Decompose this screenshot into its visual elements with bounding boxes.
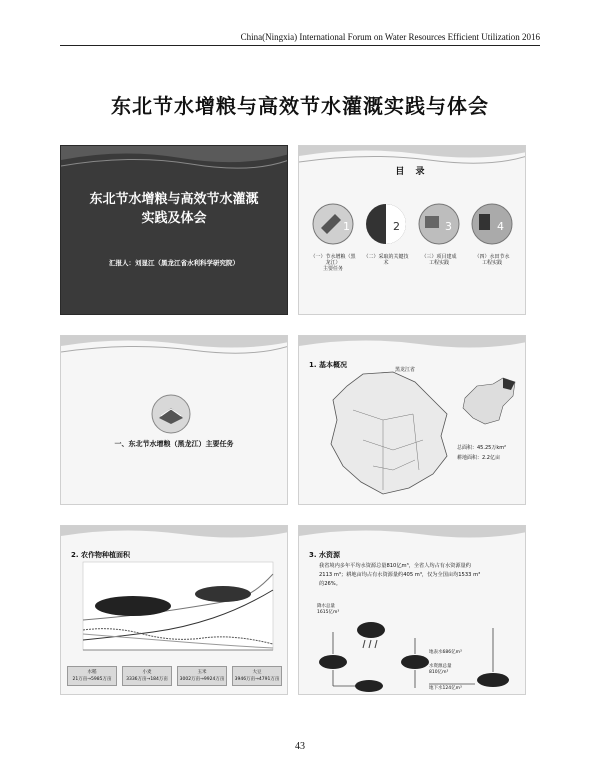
rain-label: 降水总量 (317, 604, 335, 609)
cloud-icon (357, 622, 385, 638)
page-number: 43 (295, 741, 305, 752)
contents-num-4: 4 (497, 220, 504, 233)
slide-section-one (60, 335, 288, 505)
overview-heading: 1. 基本概况 (309, 361, 347, 369)
contents-circles (311, 202, 515, 246)
wave-decoration (61, 526, 288, 552)
contents-item-2 (363, 254, 409, 266)
wave-decoration (61, 336, 288, 362)
water-total (429, 664, 452, 676)
crop-soybean-name: 大豆 (252, 670, 262, 675)
wave-decoration (299, 526, 526, 552)
slide-overview (298, 335, 526, 505)
slide-title-text (69, 190, 279, 228)
water-total-value: 810亿m³ (429, 670, 449, 675)
water-total-label: 水资源总量 (429, 664, 452, 669)
crop-rice-name: 水稻 (87, 670, 97, 675)
water-heading: 3. 水资源 (309, 551, 340, 559)
soil-icon (355, 680, 383, 692)
crop-wheat-text: 3336万亩→184万亩 (126, 677, 168, 682)
contents-item-4 (469, 254, 515, 266)
contents-item-1 (310, 254, 356, 272)
farmland-area: 耕地面积：2.2亿亩 (457, 455, 500, 461)
wave-decoration (61, 146, 288, 172)
slide-title-line1: 东北节水增粮与高效节水灌溉 (89, 192, 259, 207)
crop-corn-name: 玉米 (197, 670, 207, 675)
crop-box-wheat (122, 666, 172, 686)
crop-wheat-name: 小麦 (142, 670, 152, 675)
water-text-line2: 2113 m³；耕地亩均占有水资源量约405 m³，仅为全国亩均1533 m³ (319, 572, 481, 578)
book-icon (151, 394, 191, 434)
groundwater-text: 地下水124亿m³ (429, 686, 462, 691)
contents-num-3: 3 (445, 220, 452, 233)
contents-item-3-line2: 工程实践 (428, 260, 449, 266)
running-header: China(Ningxia) International Forum on Water Resources Efficient Utilization 2016 (240, 32, 540, 42)
contents-item-3-line1: （三）项目建成 (421, 254, 457, 260)
slide-contents (298, 145, 526, 315)
land-icon (319, 655, 347, 669)
slide-crop-area (60, 525, 288, 695)
slide-title (60, 145, 288, 315)
crop-area-heading: 2. 农作物种植面积 (71, 551, 130, 559)
crop-rice-text: 21万亩→5985万亩 (72, 677, 112, 682)
map-caption: 黑龙江省 (395, 367, 416, 373)
contents-heading: 目 录 (395, 167, 429, 177)
crop-box-corn (177, 666, 227, 686)
section-one-label: 一、东北节水增粮（黑龙江）主要任务 (114, 440, 234, 448)
water-text-line3: 的26%。 (319, 581, 341, 587)
crop-area-chart (73, 560, 277, 662)
water-text-line1: 我省境内多年平均水资源总量810亿m³，全省人均占有水资源量约 (319, 563, 471, 569)
total-area: 总面积：45.25万km² (457, 445, 507, 451)
rain-value: 1615亿m³ (317, 610, 340, 615)
crop-box-rice (67, 666, 117, 686)
heilongjiang-map (323, 370, 453, 500)
slide-water-resources (298, 525, 526, 695)
surface-water-icon (401, 655, 429, 669)
contents-circle-1 (313, 204, 353, 244)
contents-num-2: 2 (393, 220, 400, 233)
crop-box-soybean (232, 666, 282, 686)
contents-item-1-line1: （一）节水增粮（黑龙江） (310, 254, 356, 266)
contents-item-1-line2: 主要任务 (322, 266, 343, 272)
contents-circle-2 (366, 204, 406, 244)
contents-item-4-line1: （四）水田节水 (474, 254, 510, 260)
contents-num-1: 1 (343, 220, 350, 233)
surface-water-text: 地表水686亿m³ (429, 650, 462, 655)
wave-decoration (299, 336, 526, 362)
article-title: 东北节水增粮与高效节水灌溉实践与体会 (111, 94, 489, 118)
contents-item-2-line1: （二）采取的关键技术 (363, 254, 409, 266)
crop-corn-text: 3002万亩→9924万亩 (179, 677, 225, 682)
water-paragraph (319, 562, 519, 589)
contents-item-4-line2: 工程实践 (481, 260, 502, 266)
rain-total (317, 604, 339, 616)
slide-title-line2: 实践及体会 (141, 211, 207, 226)
contents-item-3 (416, 254, 462, 266)
reporter-text: 汇报人：刘显江（黑龙江省水利科学研究院） (109, 259, 239, 267)
china-map (459, 376, 519, 428)
contents-circle-4 (472, 204, 512, 244)
header-rule (60, 45, 540, 46)
crop-soybean-text: 3946万亩→4791万亩 (234, 677, 280, 682)
contents-circle-3 (419, 204, 459, 244)
water-cycle-diagram (309, 618, 519, 694)
groundwater-icon (477, 673, 509, 687)
